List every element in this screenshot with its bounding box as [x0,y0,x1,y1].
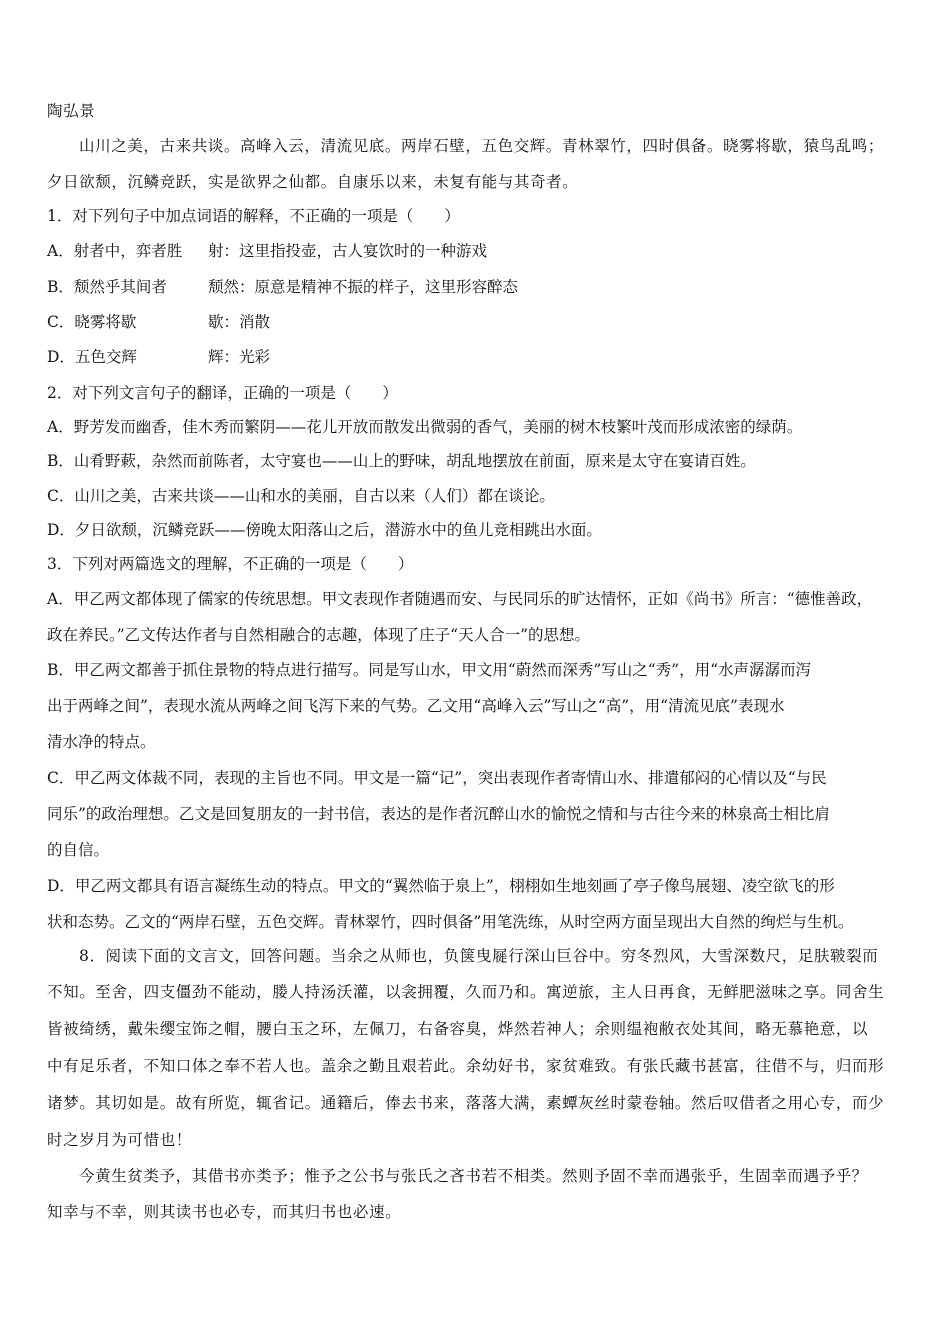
question-8-para2-line: 知幸与不幸，则其读书也必专，而其归书也必速。 [47,1203,402,1221]
option-label: C．晓雾将歇 [47,313,137,331]
passage-line: 夕日欲颓，沉鳞竞跃，实是欲界之仙都。自康乐以来，未复有能与其奇者。 [47,173,579,191]
passage-line: 山川之美，古来共谈。高峰入云，清流见底。两岸石壁，五色交辉。青林翠竹，四时俱备。晓雾将歇，猿鸟乱鸣； [79,137,885,155]
question-2-option-c: C．山川之美，古来共谈——山和水的美丽，自古以来（人们）都在谈论。 [47,487,555,505]
question-8-line: 皆被绮绣，戴朱缨宝饰之帽，腰白玉之环，左佩刀，右备容臭，烨然若神人；余则缊袍敝衣处其间，略无慕艳意，以 [47,1020,869,1038]
question-3-stem: 3．下列对两篇选文的理解，不正确的一项是（ ） [47,555,414,573]
option-explanation: 辉：光彩 [208,348,271,366]
question-3-line: 状和态势。乙文的“两岸石壁，五色交辉。青林翠竹，四时俱备”用笔洗练，从时空两方面呈现出大自然的绚烂与生机。 [47,913,854,931]
question-3-line: 出于两峰之间”，表现水流从两峰之间飞泻下来的气势。乙文用“高峰入云”写山之“高”，用“清流见底”表现水 [47,697,785,715]
question-3-line: C．甲乙两文体裁不同，表现的主旨也不同。甲文是一篇“记”，突出表现作者寄情山水、排遣郁闷的心情以及“与民 [47,769,827,787]
question-1-stem: 1．对下列句子中加点词语的解释，不正确的一项是（ ） [47,207,460,225]
option-label: B．颓然乎其间者 [47,278,167,296]
author-line: 陶弘景 [47,102,96,120]
question-3-line: 同乐”的政治理想。乙文是回复朋友的一封书信，表达的是作者沉醉山水的愉悦之情和与古往今来的林泉高士相比肩 [47,805,830,823]
question-8-line: 诸梦。其切如是。故有所览，辄省记。通籍后，俸去书来，落落大满，素蟫灰丝时蒙卷轴。然后叹借者之用心专，而少 [47,1094,885,1112]
option-explanation: 颓然：原意是精神不振的样子，这里形容醉态 [208,278,519,296]
question-8-para2-line: 今黄生贫类予，其借书亦类予；惟予之公书与张氏之吝书若不相类。然则予固不幸而遇张乎，生固幸而遇予乎？ [79,1167,868,1185]
question-1-option-a [47,241,488,261]
option-explanation: 歇：消散 [208,313,271,331]
question-3-line: A．甲乙两文都体现了儒家的传统思想。甲文表现作者随遇而安、与民同乐的旷达情怀，正如《尚书》所言：“德惟善政， [47,590,873,608]
question-3-line: 政在养民。”乙文传达作者与自然相融合的志趣，体现了庄子“天人合一”的思想。 [47,626,591,644]
question-3-line: 清水净的特点。 [47,733,156,751]
question-2-option-b: B．山肴野蔌，杂然而前陈者，太守宴也——山上的野味，胡乱地摆放在前面，原来是太守在宴请百姓。 [47,452,756,470]
question-3-line: B．甲乙两文都善于抓住景物的特点进行描写。同是写山水，甲文用“蔚然而深秀”写山之“秀”，用“水声潺潺而泻 [47,661,812,679]
question-8-line: 时之岁月为可惜也！ [47,1131,192,1149]
question-2-option-d: D．夕日欲颓，沉鳞竞跃——傍晚太阳落山之后，潜游水中的鱼儿竞相跳出水面。 [47,521,602,539]
question-1-option-d [47,347,271,367]
option-explanation: 射：这里指投壶，古人宴饮时的一种游戏 [208,242,488,260]
question-8-line: 不知。至舍，四支僵劲不能动，媵人持汤沃灌，以衾拥覆，久而乃和。寓逆旅，主人日再食，无鲜肥滋味之享。同舍生 [47,983,885,1001]
question-2-option-a: A．野芳发而幽香，佳木秀而繁阴——花儿开放而散发出微弱的香气，美丽的树木枝繁叶茂而形成浓密的绿荫。 [47,418,803,436]
option-label: A．射者中，弈者胜 [47,242,183,260]
option-label: D．五色交辉 [47,348,137,366]
question-1-option-c [47,312,271,332]
question-8-line: 中有足乐者，不知口体之奉不若人也。盖余之勤且艰若此。余幼好书，家贫难致。有张氏藏书甚富，往借不与，归而形 [47,1057,885,1075]
question-2-stem: 2．对下列文言句子的翻译，正确的一项是（ ） [47,384,398,402]
question-3-line: D．甲乙两文都具有语言凝练生动的特点。甲文的“翼然临于泉上”，栩栩如生地刻画了亭子像鸟展翅、凌空欲飞的形 [47,877,835,895]
question-3-line: 的自信。 [47,841,110,859]
question-1-option-b [47,277,519,297]
question-8-line: 8．阅读下面的文言文，回答问题。当余之从师也，负箧曳屣行深山巨谷中。穷冬烈风，大雪深数尺，足肤皲裂而 [79,947,879,965]
